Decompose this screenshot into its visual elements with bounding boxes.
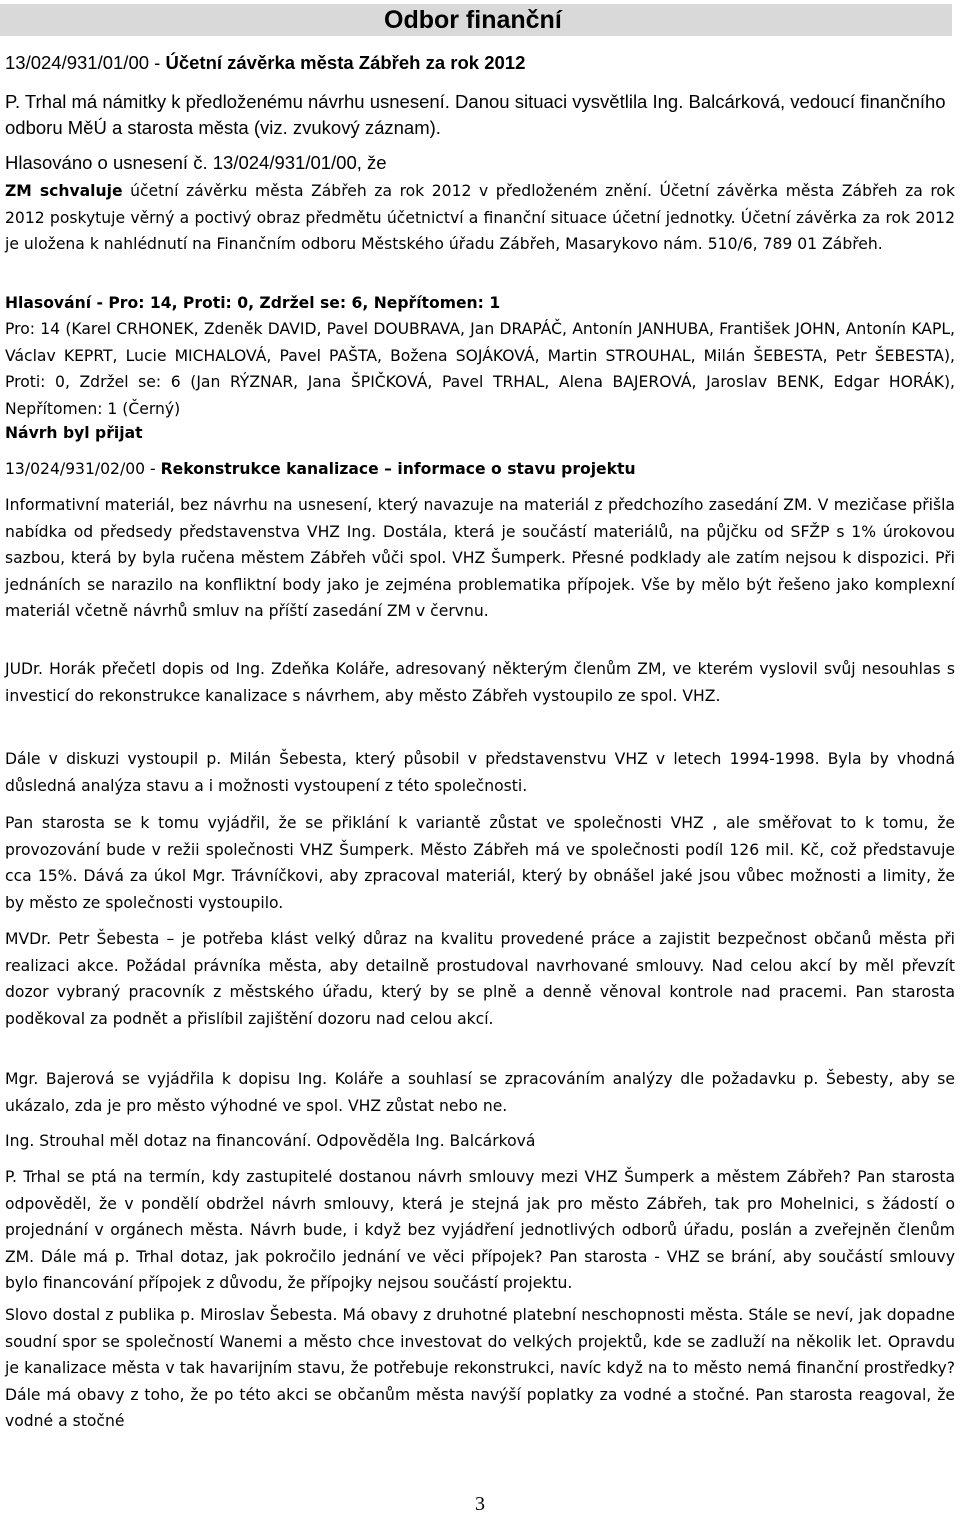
item2-paragraph-8: P. Trhal se ptá na termín, kdy zastupitelé dostanou návrh smlouvy mezi VHZ Šumperk a městem Zábřeh? Pan starosta odpověděl, že v pondělí obdržel návrh smlouvy, která je stejná jak pro město Zábřeh, tak pro Mohelnici, s žádostí o projednání v orgánech města. Návrh bude, i když bez vyjádření jednotlivých odborů úřadu, poslán a zveřejněn členům ZM. Dále má p. Trhal dotaz, jak pokročilo jednání ve věci přípojek? Pan starosta - VHZ se brání, aby součástí smlouvy bylo financování přípojek z důvodu, že přípojky nejsou součástí projektu. [5,1168,955,1292]
item2-paragraph-6: Mgr. Bajerová se vyjádřila k dopisu Ing. Koláře a souhlasí se zpracováním analýzy dle požadavku p. Šebesty, aby se ukázalo, zda je pro město výhodné ve spol. VHZ zůstat nebo ne. [5,1070,955,1115]
resolution-zm-label: ZM schvaluje [5,182,123,200]
item2-paragraph-1: Informativní materiál, bez návrhu na usnesení, který navazuje na materiál z předchozího zasedání ZM. V mezičase přišla nabídka od předsedy představenstva VHZ Ing. Dostála, která je součástí materiálů, na půjčku od SFŽP s 1% úrokovou sazbou, která by byla ručena městem Zábřeh vůči spol. VHZ Šumperk. Přesné podklady ale zatím nejsou k dispozici. Při jednáních se narazilo na konfliktní body jako je zejména problematika přípojek. Vše by mělo být řešeno jako komplexní materiál včetně návrhů smluv na příští zasedání ZM v červnu. [5,496,955,620]
item1-vote-intro: Hlasováno o usnesení č. 13/024/931/01/00, že [5,152,387,173]
item2-paragraph-5: MVDr. Petr Šebesta – je potřeba klást velký důraz na kvalitu provedené práce a zajistit bezpečnost občanů města při realizaci akce. Požádal právníka města, aby detailně prostudoval navrhované smlouvy. Nad celou akcí by měl převzít dozor vybraný pracovník z městského úřadu, který by se plně a denně věnoval kontrole nad pracemi. Pan starosta poděkoval za podnět a přislíbil zajištění dozoru nad celou akcí. [5,930,955,1028]
item2-paragraph-3: Dále v diskuzi vystoupil p. Milán Šebesta, který působil v představenstvu VHZ v letech 1994-1998. Byla by vhodná důsledná analýza stavu a i možnosti vystoupení z této společnosti. [5,750,955,795]
resolution-text-1: účetní závěrku města Zábřeh za rok 2012 v předloženém znění. Účetní závěrka města Zábřeh za rok 2012 poskytuje věrný a poctivý obraz předmětu účetnictví a finanční situace účetní jednotky. [5,182,955,227]
item2-paragraph-2: JUDr. Horák přečetl dopis od Ing. Zdeňka Koláře, adresovaný některým členům ZM, ve kterém vyslovil svůj nesouhlas s investicí do rekonstrukce kanalizace s návrhem, aby město Zábřeh vystoupilo ze spol. VHZ. [5,660,955,705]
item2-title: Rekonstrukce kanalizace – informace o stavu projektu [160,460,636,478]
item1-vote-result: Hlasování - Pro: 14, Proti: 0, Zdržel se: 6, Nepřítomen: 1 [5,294,501,312]
section-title: Odbor finanční [384,6,562,34]
resolution-text-2: Účetní závěrka za rok 2012 je uložena k nahlédnutí na Finančním odboru Městského úřadu Zábřeh, Masarykovo nám. 510/6, 789 01 Zábřeh. [5,208,955,253]
item2-paragraph-9: Slovo dostal z publika p. Miroslav Šebesta. Má obavy z druhotné platební neschopnosti města. Stále se neví, jak dopadne soudní spor se společností Wanemi a město chce investovat do velkých projektů, kde se zadluží na několik let. Opravdu je kanalizace města v tak havarijním stavu, že potřebuje rekonstrukci, navíc když na to město nemá finanční prostředky? Dále má obavy z toho, že po této akci se občanům města navýší poplatky za vodné a stočné. Pan starosta reagoval, že vodné a stočné [5,1306,955,1430]
item2-number: 13/024/931/02/00 - [5,460,156,478]
item1-adopted: Návrh byl přijat [5,424,143,442]
item1-title: Účetní závěrka města Zábřeh za rok 2012 [165,52,526,73]
item1-vote-detail: Pro: 14 (Karel CRHONEK, Zdeněk DAVID, Pavel DOUBRAVA, Jan DRAPÁČ, Antonín JANHUBA, František JOHN, Antonín KAPL, Václav KEPRT, Lucie MICHALOVÁ, Pavel PAŠTA, Božena SOJÁKOVÁ, Martin STROUHAL, Milán ŠEBESTA, Petr ŠEBESTA), Proti: 0, Zdržel se: 6 (Jan RÝZNAR, Jana ŠPIČKOVÁ, Pavel TRHAL, Alena BAJEROVÁ, Jaroslav BENK, Edgar HORÁK), Nepřítomen: 1 (Černý) [5,320,955,418]
item1-paragraph: P. Trhal má námitky k předloženému návrhu usnesení. Danou situaci vysvětlila Ing. Balcárková, vedoucí finančního odboru MěÚ a starosta města (viz. zvukový záznam). [5,91,946,138]
item1-resolution [5,178,955,258]
item1-number: 13/024/931/01/00 - [5,52,161,73]
page-number: 3 [475,1493,485,1515]
item2-heading [5,456,955,483]
item1-heading [5,50,955,76]
item2-paragraph-4: Pan starosta se k tomu vyjádřil, že se přiklání k variantě zůstat ve společnosti VHZ , ale směřovat to k tomu, že provozování bude v režii společnosti VHZ Šumperk. Město Zábřeh má ve společnosti podíl 126 mil. Kč, což představuje cca 15%. Dává za úkol Mgr. Trávníčkovi, aby zpracoval materiál, který by obnášel jaké jsou vůbec možnosti a limity, že by město ze společnosti vystoupilo. [5,814,955,912]
item2-paragraph-7: Ing. Strouhal měl dotaz na financování. Odpověděla Ing. Balcárková [5,1132,536,1150]
